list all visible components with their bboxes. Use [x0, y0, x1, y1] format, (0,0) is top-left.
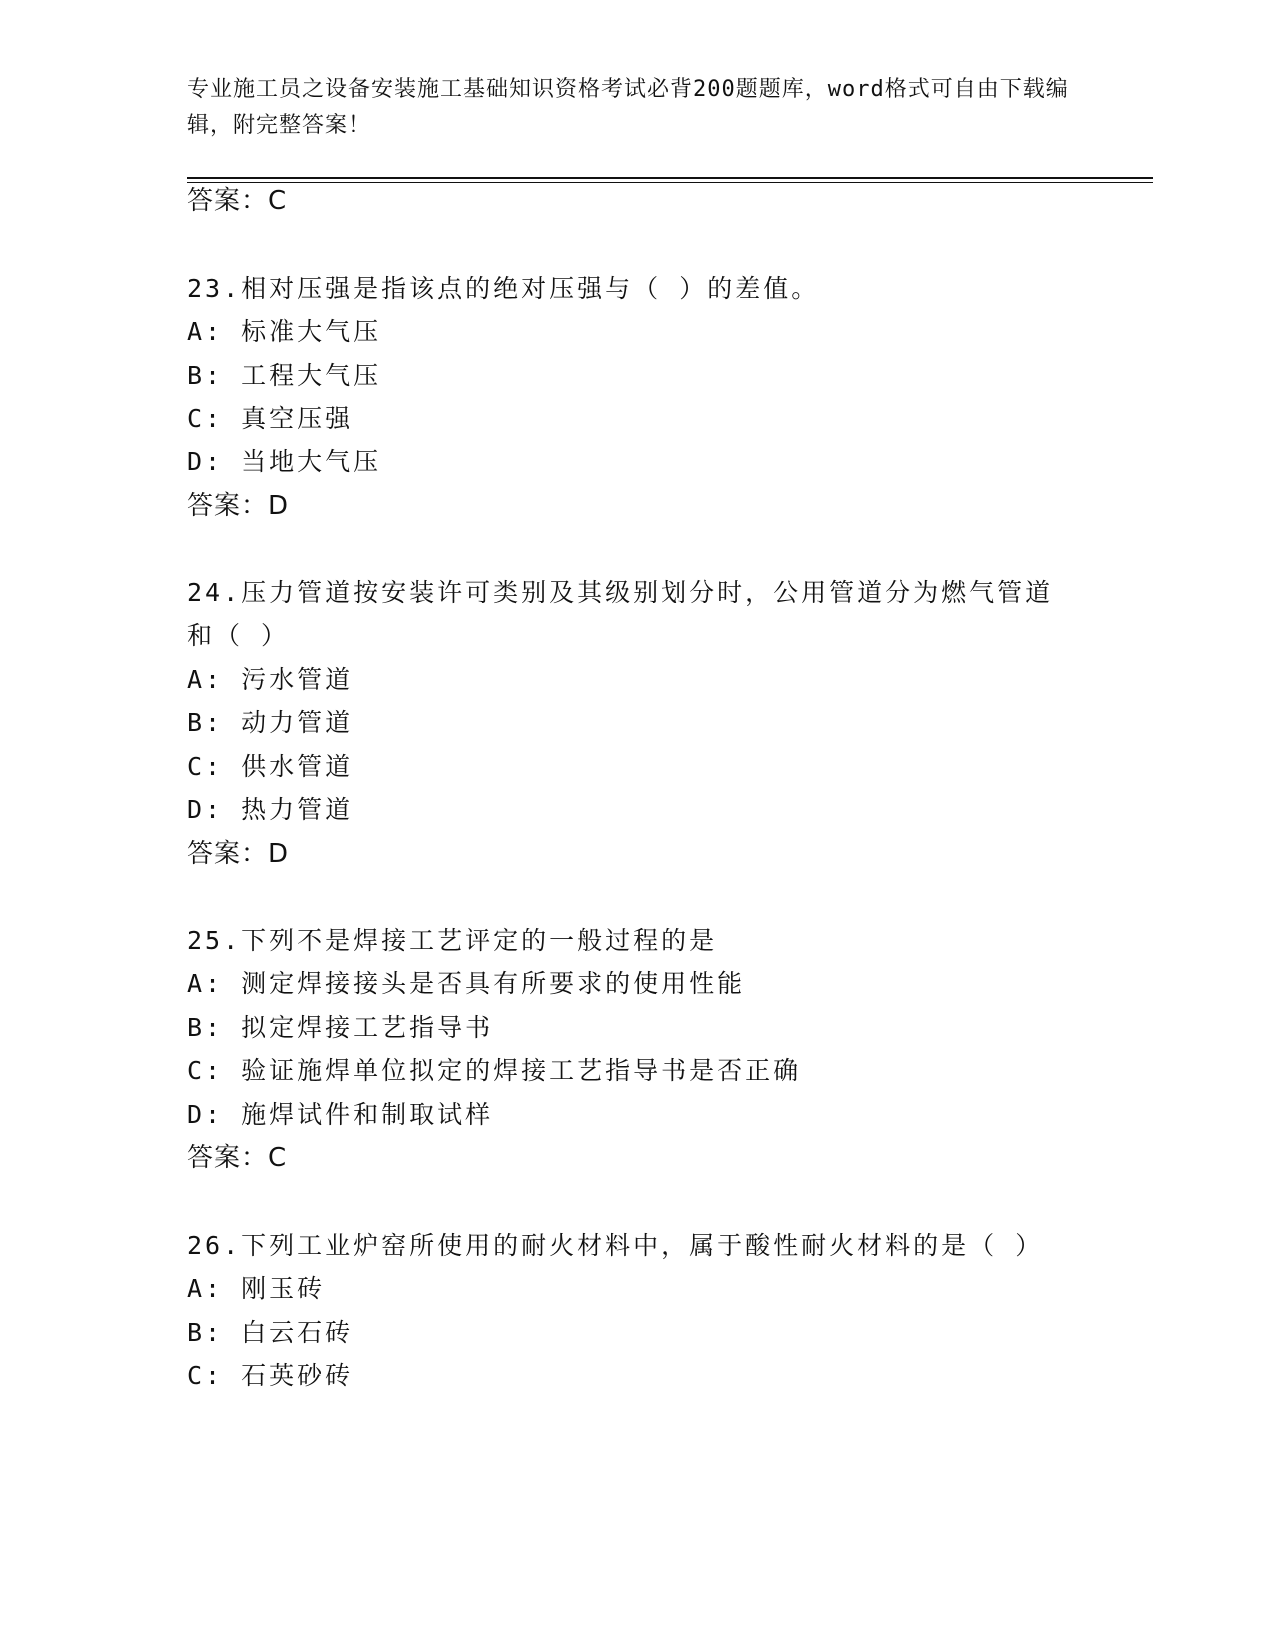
question-26-option-b: B: 白云石砖 — [187, 1318, 354, 1347]
question-23-option-a: A: 标准大气压 — [187, 317, 382, 346]
question-25-option-c: C: 验证施焊单位拟定的焊接工艺指导书是否正确 — [187, 1056, 802, 1085]
question-25-option-b: B: 拟定焊接工艺指导书 — [187, 1013, 494, 1042]
question-26-option-c: C: 石英砂砖 — [187, 1361, 354, 1390]
question-25-option-d: D: 施焊试件和制取试样 — [187, 1100, 494, 1129]
question-23-stem: 23.相对压强是指该点的绝对压强与（ ）的差值。 — [187, 274, 820, 303]
question-24-option-c: C: 供水管道 — [187, 752, 354, 781]
question-25-answer: 答案：C — [187, 1143, 288, 1173]
question-23-answer: 答案：D — [187, 491, 290, 521]
question-24-option-a: A: 污水管道 — [187, 665, 354, 694]
question-24-option-b: B: 动力管道 — [187, 708, 354, 737]
header-divider-thin — [187, 182, 1153, 183]
question-25-option-a: A: 测定焊接接头是否具有所要求的使用性能 — [187, 969, 746, 998]
header-divider — [187, 177, 1153, 179]
question-24-option-d: D: 热力管道 — [187, 795, 354, 824]
question-24-stem: 24.压力管道按安装许可类别及其级别划分时，公用管道分为燃气管道 — [187, 578, 1054, 607]
question-24-answer: 答案：D — [187, 839, 290, 869]
question-26-stem: 26.下列工业炉窑所使用的耐火材料中，属于酸性耐火材料的是（ ） — [187, 1231, 1044, 1260]
question-23-option-c: C: 真空压强 — [187, 404, 354, 433]
question-23-option-d: D: 当地大气压 — [187, 447, 382, 476]
question-24-stem-cont: 和（ ） — [187, 621, 290, 650]
answer-prev: 答案：C — [187, 186, 288, 216]
question-26-option-a: A: 刚玉砖 — [187, 1274, 326, 1303]
question-23-option-b: B: 工程大气压 — [187, 361, 382, 390]
question-25-stem: 25.下列不是焊接工艺评定的一般过程的是 — [187, 926, 718, 955]
document-header: 专业施工员之设备安装施工基础知识资格考试必背200题题库，word格式可自由下载编辑，附完整答案！ — [187, 77, 1069, 138]
